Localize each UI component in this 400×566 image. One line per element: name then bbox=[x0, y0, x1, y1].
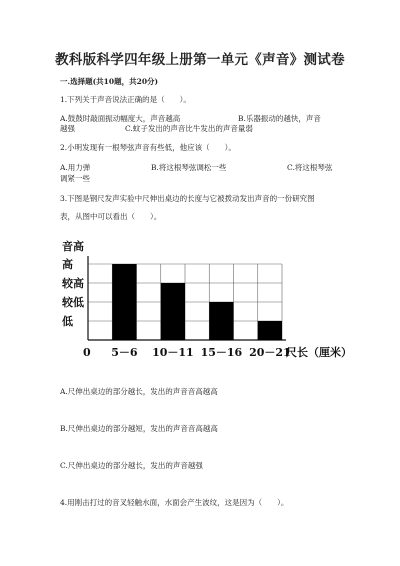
y-axis-label: 音高 bbox=[62, 240, 84, 253]
bar-3 bbox=[209, 302, 233, 340]
q3-option-c[interactable]: C.尺伸出桌边的部分越长，发出的声音越强 bbox=[60, 461, 203, 470]
q2-option-c[interactable]: C.将这根琴弦 bbox=[287, 163, 333, 172]
x-origin-label: 0 bbox=[83, 346, 91, 359]
q2-option-c-continued: 调紧一些 bbox=[60, 174, 90, 183]
y-tick-label: 高 bbox=[62, 258, 73, 271]
q3-stem-line-1: 3.下图是钢尺发声实验中尺伸出桌边的长度与它被拨动发出声音的一份研究图 bbox=[60, 194, 315, 203]
q1-option-b-continued: 越强 bbox=[60, 124, 75, 133]
x-tick-label: 15－16 bbox=[200, 346, 243, 359]
q4-stem: 4.用刚击打过的音叉轻触水面，水面会产生波纹，这是因为（ ）。 bbox=[60, 498, 289, 507]
bar-1 bbox=[112, 264, 136, 340]
pitch-length-chart bbox=[58, 236, 352, 366]
x-axis-label: 尺长（厘米） bbox=[286, 346, 352, 359]
q1-option-b[interactable]: B.乐器振动的越快，声音 bbox=[238, 114, 321, 123]
q3-option-a[interactable]: A.尺伸出桌边的部分越长，发出的声音音高越高 bbox=[60, 387, 218, 396]
y-tick-label: 较高 bbox=[62, 277, 84, 290]
bar-2 bbox=[161, 283, 185, 340]
bar-4 bbox=[258, 321, 282, 340]
chart-svg bbox=[58, 236, 352, 366]
q3-stem-line-2: 表，从图中可以看出（ ）。 bbox=[60, 212, 162, 221]
q1-option-c[interactable]: C.蚊子发出的声音比牛发出的声音量弱 bbox=[125, 124, 253, 133]
q2-option-b[interactable]: B.将这根琴弦调松一些 bbox=[151, 163, 227, 172]
x-tick-label: 10－11 bbox=[152, 346, 194, 359]
x-tick-label: 20－21 bbox=[249, 346, 291, 359]
q2-stem: 2.小明发现有一根琴弦声音有些低，他应该（ ）。 bbox=[60, 143, 236, 152]
q1-stem: 1.下列关于声音说法正确的是（ ）。 bbox=[60, 95, 191, 104]
q2-option-a[interactable]: A.用力弹 bbox=[60, 163, 91, 172]
y-tick-label: 低 bbox=[62, 315, 73, 328]
y-tick-label: 较低 bbox=[62, 296, 84, 309]
x-tick-label: 5－6 bbox=[111, 346, 138, 359]
page-title: 教科版科学四年级上册第一单元《声音》测试卷 bbox=[55, 52, 345, 68]
q3-option-b[interactable]: B.尺伸出桌边的部分越短，发出的声音音高越高 bbox=[60, 424, 218, 433]
section-heading: 一.选择题(共10题，共20分) bbox=[60, 77, 159, 86]
q1-option-a[interactable]: A.鼓鼓时敲面振动幅度大，声音越高 bbox=[60, 114, 181, 123]
